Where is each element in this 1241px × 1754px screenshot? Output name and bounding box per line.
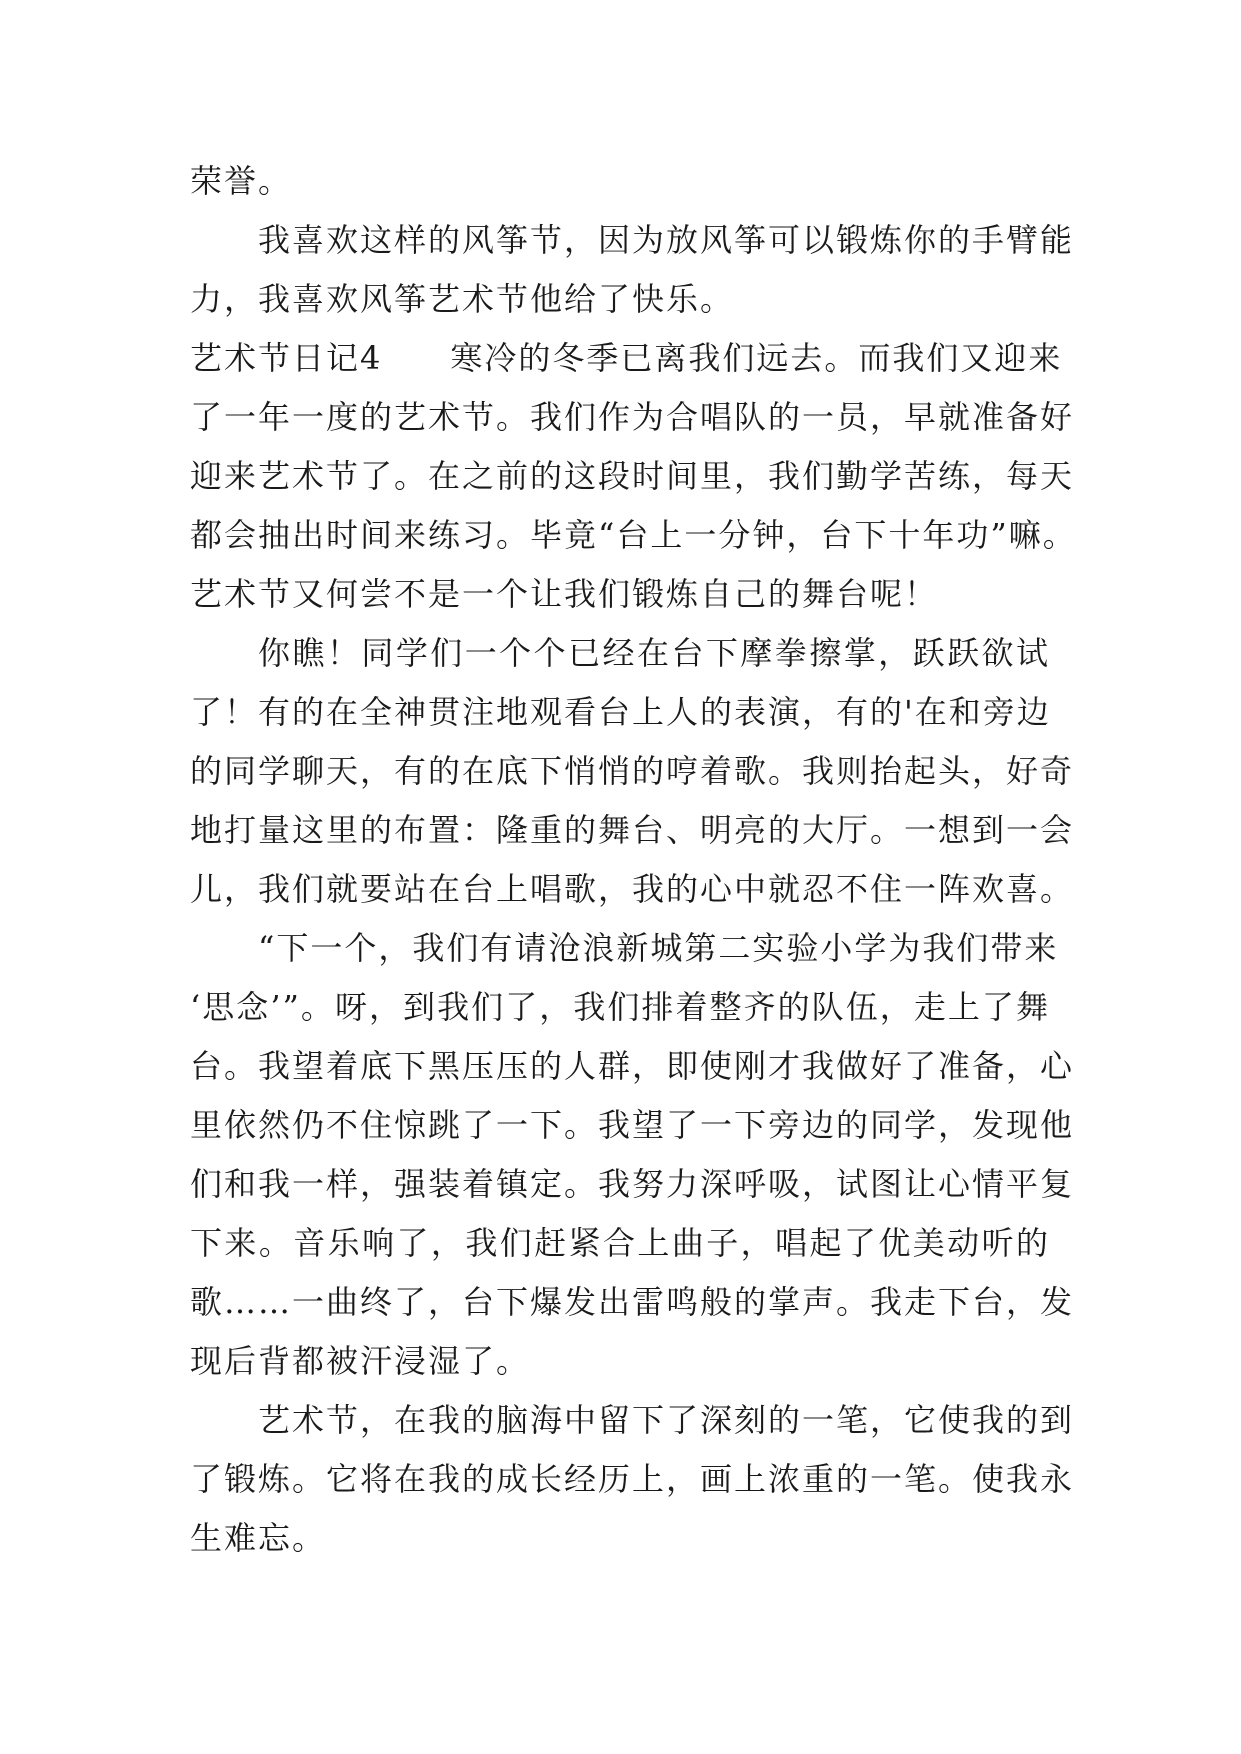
text-line: 艺术节日记4 寒冷的冬季已离我们远去。而我们又迎来	[190, 339, 1063, 377]
text-line: 地打量这里的布置：隆重的舞台、明亮的大厅。一想到一会	[190, 811, 1075, 849]
text-line: 台。我望着底下黑压压的人群，即使刚才我做好了准备，心	[190, 1047, 1075, 1085]
text-line: 下来。音乐响了，我们赶紧合上曲子，唱起了优美动听的	[190, 1224, 1050, 1262]
text-line: 了锻炼。它将在我的成长经历上，画上浓重的一笔。使我永	[190, 1460, 1075, 1498]
text-line: 力，我喜欢风筝艺术节他给了快乐。	[190, 280, 735, 318]
text-line: 艺术节，在我的脑海中留下了深刻的一笔，它使我的到	[258, 1401, 1075, 1439]
text-line: “下一个，我们有请沧浪新城第二实验小学为我们带来	[258, 929, 1059, 967]
text-line: 了！有的在全神贯注地观看台上人的表演，有的'在和旁边	[190, 693, 1051, 731]
text-line: 我喜欢这样的风筝节，因为放风筝可以锻炼你的手臂能	[258, 221, 1075, 259]
text-line: 了一年一度的艺术节。我们作为合唱队的一员，早就准备好	[190, 398, 1075, 436]
text-line: 生难忘。	[190, 1519, 327, 1557]
text-line: 荣誉。	[190, 162, 293, 200]
text-line: 里依然仍不住惊跳了一下。我望了一下旁边的同学，发现他	[190, 1106, 1075, 1144]
text-line: 都会抽出时间来练习。毕竟“台上一分钟，台下十年功”嘛。	[190, 516, 1077, 554]
text-line: 们和我一样，强装着镇定。我努力深呼吸，试图让心情平复	[190, 1165, 1075, 1203]
text-line: 迎来艺术节了。在之前的这段时间里，我们勤学苦练，每天	[190, 457, 1075, 495]
text-line: 儿，我们就要站在台上唱歌，我的心中就忍不住一阵欢喜。	[190, 870, 1075, 908]
text-line: 的同学聊天，有的在底下悄悄的哼着歌。我则抬起头，好奇	[190, 752, 1075, 790]
text-line: ‘思念’”。呀，到我们了，我们排着整齐的队伍，走上了舞	[190, 988, 1050, 1026]
text-line: 你瞧！同学们一个个已经在台下摩拳擦掌，跃跃欲试	[258, 634, 1050, 672]
document-body	[190, 152, 1077, 1568]
text-line: 现后背都被汗浸湿了。	[190, 1342, 531, 1380]
text-line: 歌……一曲终了，台下爆发出雷鸣般的掌声。我走下台，发	[190, 1283, 1075, 1321]
text-line: 艺术节又何尝不是一个让我们锻炼自己的舞台呢！	[190, 575, 939, 613]
